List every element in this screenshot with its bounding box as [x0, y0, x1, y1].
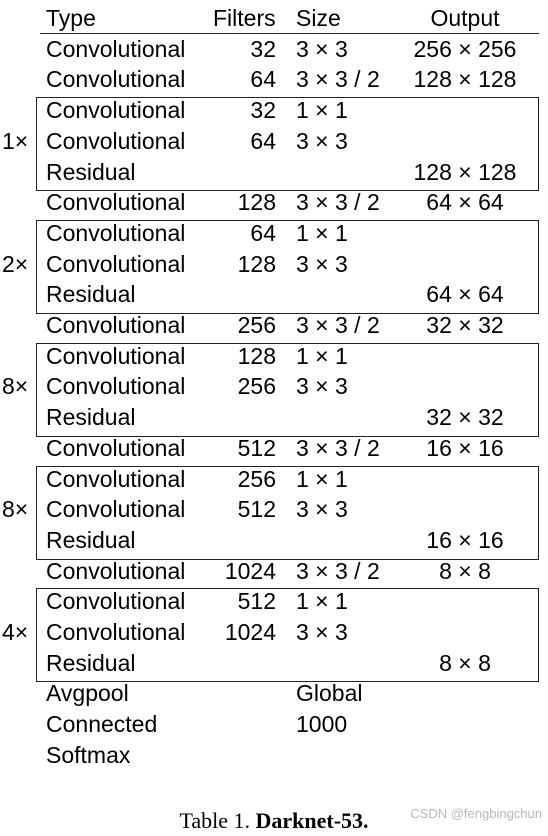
filters-cell: 128: [237, 189, 276, 216]
output-cell: 32 × 32: [426, 312, 504, 338]
header-type: Type: [46, 5, 96, 31]
type-cell: Convolutional: [46, 219, 186, 246]
type-cell: Convolutional: [46, 588, 186, 615]
output-cell: 8 × 8: [439, 649, 491, 676]
size-cell: 3 × 3 / 2: [296, 189, 380, 216]
type-cell: Convolutional: [46, 373, 186, 400]
type-cell: Convolutional: [46, 189, 186, 216]
size-cell: 3 × 3 / 2: [296, 66, 380, 93]
type-cell: Convolutional: [46, 35, 186, 62]
type-cell: Convolutional: [46, 66, 186, 93]
residual-block-box: [36, 220, 539, 314]
type-cell: Residual: [46, 281, 136, 308]
output-cell: 64 × 64: [426, 189, 504, 216]
size-cell: 1 × 1: [296, 465, 348, 492]
type-cell: Residual: [46, 526, 136, 553]
type-cell: Avgpool: [46, 680, 129, 707]
type-cell: Residual: [46, 404, 136, 431]
size-cell: 1 × 1: [296, 588, 348, 615]
header-output: Output: [430, 5, 500, 31]
caption-prefix: Table 1.: [179, 808, 250, 833]
caption-title: Darknet-53.: [255, 808, 369, 833]
output-cell: 64 × 64: [426, 281, 504, 308]
type-cell: Convolutional: [46, 557, 186, 584]
filters-cell: 64: [250, 127, 276, 154]
type-cell: Convolutional: [46, 342, 186, 369]
size-cell: 1 × 1: [296, 97, 348, 124]
filters-cell: 256: [237, 312, 276, 338]
size-cell: Global: [296, 680, 363, 707]
type-cell: Connected: [46, 711, 158, 738]
residual-block-box: [36, 97, 539, 191]
filters-cell: 64: [250, 66, 276, 93]
type-cell: Convolutional: [46, 434, 186, 461]
type-cell: Softmax: [46, 741, 131, 768]
type-cell: Convolutional: [46, 97, 186, 124]
filters-cell: 1024: [224, 619, 276, 645]
output-cell: 16 × 16: [426, 434, 504, 461]
header-size: Size: [296, 5, 341, 31]
filters-cell: 128: [237, 342, 276, 369]
type-cell: Convolutional: [46, 250, 186, 277]
header-filters: Filters: [213, 5, 276, 31]
size-cell: 3 × 3: [296, 127, 348, 154]
filters-cell: 64: [250, 219, 276, 246]
type-cell: Residual: [46, 158, 136, 185]
filters-cell: 256: [237, 465, 276, 492]
watermark-text: CSDN @fengbingchun: [410, 806, 542, 821]
size-cell: 3 × 3 / 2: [296, 434, 380, 461]
size-cell: 3 × 3 / 2: [296, 557, 380, 584]
block-multiplier: 2×: [2, 250, 29, 277]
filters-cell: 1024: [224, 557, 276, 584]
filters-cell: 512: [237, 434, 276, 461]
residual-block-box: [36, 343, 539, 437]
filters-cell: 128: [237, 250, 276, 277]
filters-cell: 32: [250, 97, 276, 124]
residual-block-box: [36, 588, 539, 682]
size-cell: 3 × 3: [296, 250, 348, 277]
output-cell: 128 × 128: [413, 66, 517, 93]
size-cell: 3 × 3 / 2: [296, 312, 380, 338]
filters-cell: 512: [237, 588, 276, 615]
type-cell: Convolutional: [46, 465, 186, 492]
block-multiplier: 1×: [2, 127, 29, 154]
type-cell: Convolutional: [46, 127, 186, 154]
output-cell: 256 × 256: [413, 35, 517, 62]
size-cell: 1 × 1: [296, 219, 348, 246]
output-cell: 8 × 8: [439, 557, 491, 584]
type-cell: Convolutional: [46, 619, 186, 645]
size-cell: 3 × 3: [296, 35, 348, 62]
type-cell: Convolutional: [46, 312, 186, 338]
size-cell: 3 × 3: [296, 496, 348, 523]
output-cell: 128 × 128: [413, 158, 517, 185]
filters-cell: 512: [237, 496, 276, 523]
block-multiplier: 8×: [2, 496, 29, 523]
type-cell: Residual: [46, 649, 136, 676]
filters-cell: 32: [250, 35, 276, 62]
size-cell: 1 × 1: [296, 342, 348, 369]
residual-block-box: [36, 466, 539, 560]
filters-cell: 256: [237, 373, 276, 400]
size-cell: 3 × 3: [296, 619, 348, 645]
block-multiplier: 4×: [2, 619, 29, 645]
type-cell: Convolutional: [46, 496, 186, 523]
output-cell: 32 × 32: [426, 404, 504, 431]
block-multiplier: 8×: [2, 373, 29, 400]
size-cell: 1000: [296, 711, 348, 738]
size-cell: 3 × 3: [296, 373, 348, 400]
output-cell: 16 × 16: [426, 526, 504, 553]
